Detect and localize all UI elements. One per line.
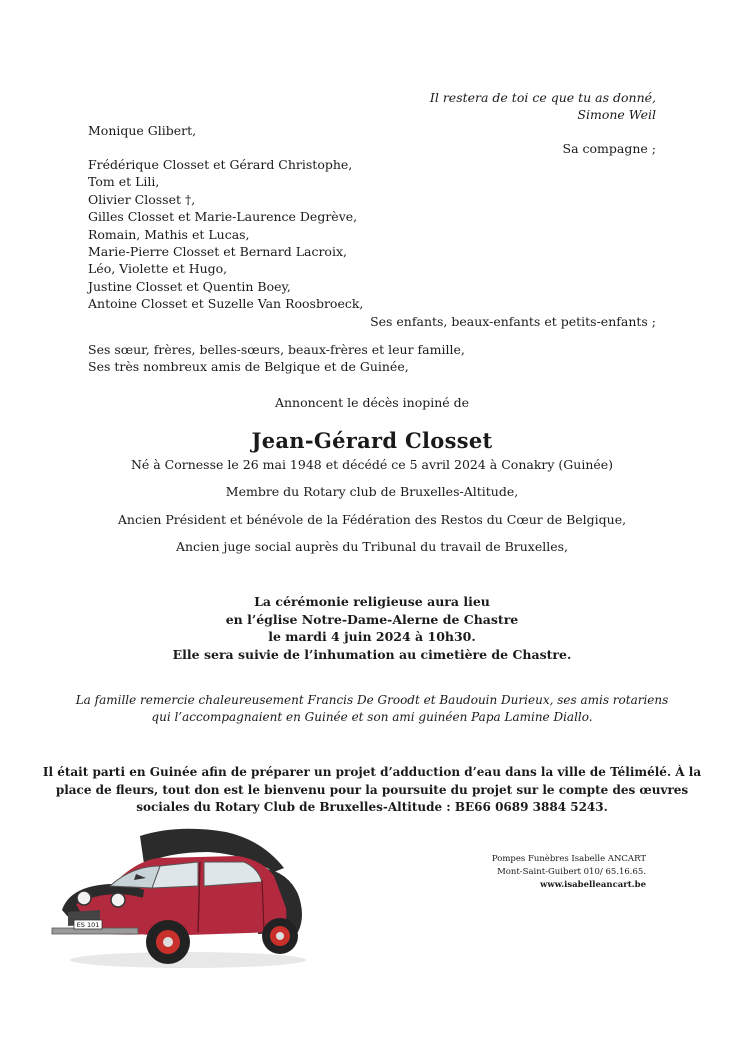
ceremony-line: le mardi 4 juin 2024 à 10h30. (268, 629, 476, 644)
donation-line: Il était parti en Guinée afin de préparer un projet d’adduction d’eau dans la ville de Télimélé. À la (42, 765, 702, 779)
children-item: Frédérique Closset et Gérard Christophe, (88, 157, 353, 172)
family-line: Ses très nombreux amis de Belgique et de Guinée, (88, 359, 409, 374)
thanks-line: La famille remercie chaleureusement Francis De Groodt et Baudouin Durieux, ses amis rotariens (75, 693, 669, 707)
funeral-home-phone: Mont-Saint-Guibert 010/ 65.16.65. (497, 867, 646, 877)
deceased-name: Jean-Gérard Closset (251, 428, 493, 453)
spouse-role: Sa compagne ; (562, 141, 656, 156)
ceremony-line: La cérémonie religieuse aura lieu (254, 594, 490, 609)
family-line: Ses sœur, frères, belles-sœurs, beaux-frères et leur famille, (88, 342, 465, 357)
birth-death: Né à Cornesse le 26 mai 1948 et décédé ce 5 avril 2024 à Conakry (Guinée) (130, 457, 614, 472)
children-role: Ses enfants, beaux-enfants et petits-enfants ; (370, 314, 656, 329)
children-item: Marie-Pierre Closset et Bernard Lacroix, (88, 243, 347, 259)
funeral-home-name: Pompes Funèbres Isabelle ANCART (491, 854, 646, 864)
deceased-role: Ancien juge social auprès du Tribunal du travail de Bruxelles, (175, 539, 569, 554)
deceased-role: Membre du Rotary club de Bruxelles-Altitude, (225, 484, 519, 499)
donation-line: sociales du Rotary Club de Bruxelles-Altitude : BE66 0689 3884 5243. (136, 800, 608, 814)
announce-text: Annoncent le décès inopiné de (274, 395, 470, 410)
spouse-name: Monique Glibert, (88, 123, 197, 138)
quote-text: Il restera de toi ce que tu as donné, (429, 90, 656, 105)
children-item: Gilles Closset et Marie-Laurence Degrève, (88, 209, 358, 225)
children-item: Tom et Lili, (88, 174, 160, 190)
children-list (88, 156, 363, 313)
deceased-role: Ancien Président et bénévole de la Fédération des Restos du Cœur de Belgique, (117, 512, 627, 527)
rear-wheel (262, 918, 298, 954)
car-illustration (48, 824, 318, 972)
funeral-home-website[interactable]: www.isabelleancart.be (540, 880, 646, 890)
children-item: Léo, Violette et Hugo, (88, 261, 228, 277)
thanks-line: qui l’accompagnaient en Guinée et son ami guinéen Papa Lamine Diallo. (151, 710, 593, 724)
quote-author: Simone Weil (577, 107, 656, 122)
donation-line: place de fleurs, tout don est le bienvenu pour la poursuite du projet sur le compte des œuvres (55, 783, 689, 797)
children-item: Antoine Closset et Suzelle Van Roosbroeck, (88, 296, 364, 312)
children-item: Olivier Closset †, (88, 191, 196, 207)
front-wheel (146, 920, 190, 964)
ceremony-line: en l’église Notre-Dame-Alerne de Chastre (225, 612, 519, 627)
car-plate: ES 101 (76, 921, 100, 929)
children-item: Justine Closset et Quentin Boey, (88, 278, 291, 294)
children-item: Romain, Mathis et Lucas, (88, 226, 250, 242)
ceremony-line: Elle sera suivie de l’inhumation au cimetière de Chastre. (172, 647, 572, 662)
